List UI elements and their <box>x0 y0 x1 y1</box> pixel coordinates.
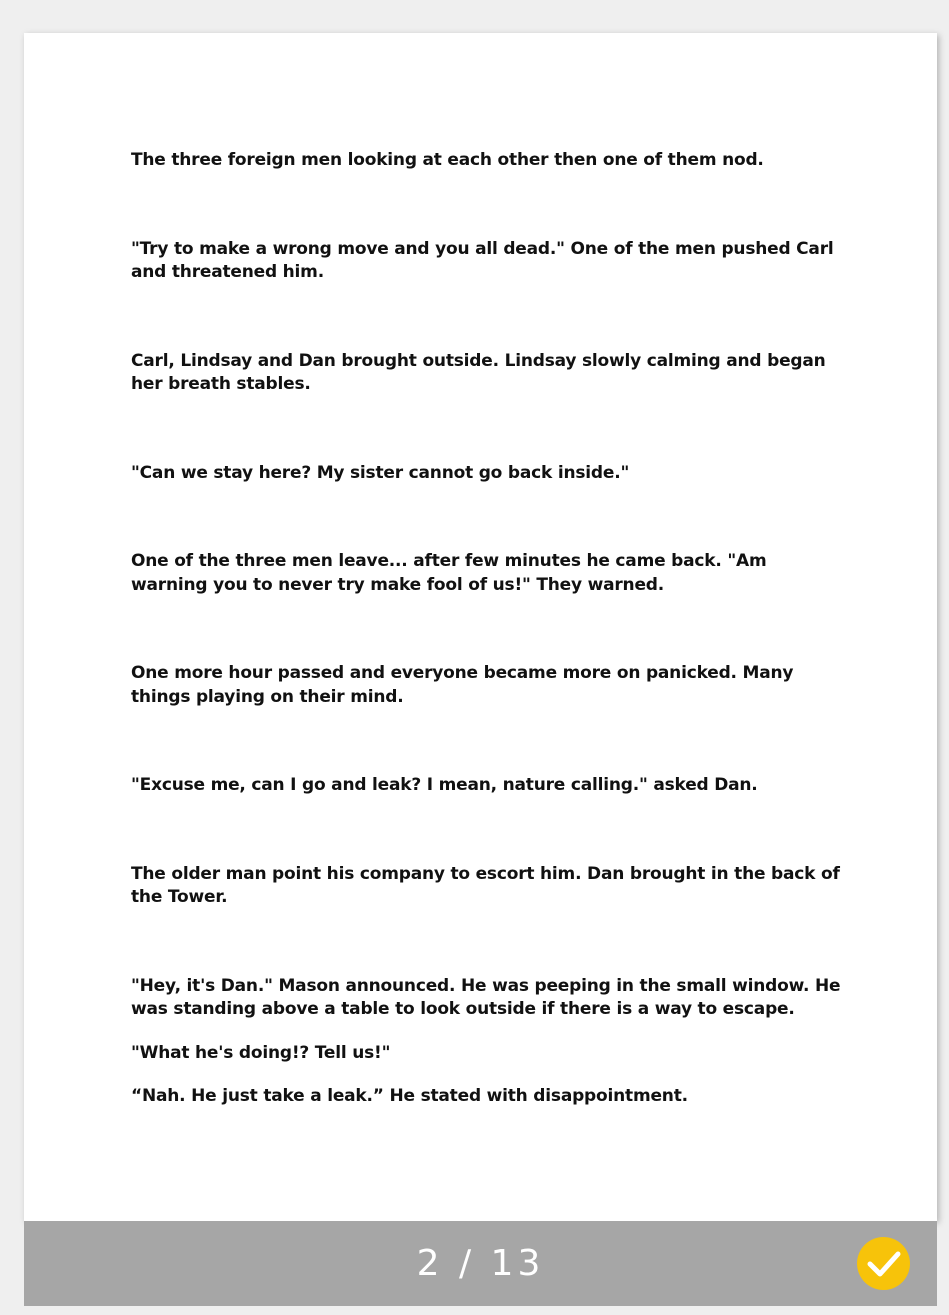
page-indicator: 2 / 13 <box>416 1243 545 1284</box>
paragraph-1: The three foreign men looking at each other then one of them nod. <box>131 150 764 170</box>
page-content <box>131 149 841 1109</box>
paragraph-4: "Can we stay here? My sister cannot go back inside." <box>131 462 630 483</box>
reader-page <box>24 33 937 1221</box>
paragraph-3: Carl, Lindsay and Dan brought outside. Lindsay slowly calming and began her breath stables. <box>131 350 826 394</box>
paragraph-5: One of the three men leave... after few minutes he came back. "Am warning you to never try make fool of us!" They warned. <box>131 551 767 595</box>
paragraph-9: "Hey, it's Dan." Mason announced. He was peeping in the small window. He was standing above a table to look outside if there is a way to escape. <box>131 975 841 1019</box>
paragraph-11: “Nah. He just take a leak.” He stated with disappointment. <box>131 1086 688 1106</box>
paragraph-8: The older man point his company to escort him. Dan brought in the back of the Tower. <box>131 863 840 907</box>
paragraph-2: "Try to make a wrong move and you all dead." One of the men pushed Carl and threatened him. <box>131 238 834 282</box>
page-footer-bar <box>24 1221 937 1306</box>
paragraph-10: "What he's doing!? Tell us!" <box>131 1042 391 1063</box>
paragraph-7: "Excuse me, can I go and leak? I mean, nature calling." asked Dan. <box>131 775 758 795</box>
paragraph-6: One more hour passed and everyone became more on panicked. Many things playing on their mind. <box>131 663 794 707</box>
done-button[interactable] <box>857 1237 910 1290</box>
checkmark-icon <box>857 1237 910 1290</box>
